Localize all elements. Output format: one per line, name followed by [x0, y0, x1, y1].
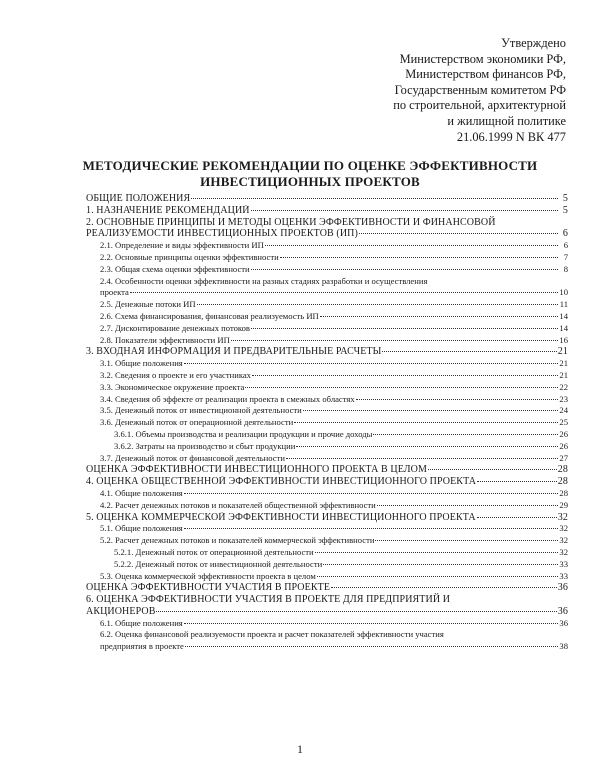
toc-leader-dots [130, 292, 558, 293]
toc-page-number: 36 [557, 582, 568, 594]
approval-line: Министерством экономики РФ, [399, 51, 566, 66]
toc-page-number: 28 [557, 464, 568, 476]
toc-page-number: 21 [557, 346, 568, 358]
toc-page-number: 16 [559, 334, 568, 345]
toc-leader-dots [373, 434, 558, 435]
toc-entry[interactable] [86, 559, 568, 571]
toc-entry[interactable] [86, 346, 568, 358]
toc-entry-title: 5.2.2. Денежный поток от инвестиционной деятельности [114, 558, 323, 569]
toc-entry[interactable] [86, 217, 568, 241]
toc-leader-dots [320, 316, 558, 317]
toc-leader-dots [184, 363, 558, 364]
toc-page-number: 33 [559, 558, 568, 569]
toc-entry-title: 6. ОЦЕНКА ЭФФЕКТИВНОСТИ УЧАСТИЯ В ПРОЕКТЕ ДЛЯ ПРЕДПРИЯТИЙ И [86, 594, 451, 606]
toc-entry[interactable] [86, 299, 568, 311]
approval-line: Государственным комитетом РФ [394, 82, 566, 97]
toc-page-number: 38 [559, 641, 568, 652]
toc-entry[interactable] [86, 382, 568, 394]
toc-page-number: 29 [559, 499, 568, 510]
approval-line: и жилищной политике [447, 113, 566, 128]
toc-page-number: 5 [562, 204, 568, 216]
toc-entry[interactable] [86, 476, 568, 488]
toc-leader-dots [185, 646, 558, 647]
toc-entry-title: 6.1. Общие положения [100, 617, 183, 628]
toc-page-number: 21 [559, 358, 568, 369]
toc-entry-title: 3.7. Денежный поток от финансовой деятельности [100, 452, 285, 463]
toc-leader-dots [296, 446, 558, 447]
toc-entry-title: 1. НАЗНАЧЕНИЕ РЕКОМЕНДАЦИЙ [86, 204, 250, 216]
toc-entry[interactable] [86, 571, 568, 583]
toc-entry-title-continuation: проекта [100, 287, 129, 298]
toc-page-number: 22 [559, 381, 568, 392]
toc-entry-title: 2.3. Общая схема оценки эффективности [100, 263, 250, 274]
approval-block [393, 36, 566, 145]
toc-entry[interactable] [86, 240, 568, 252]
approval-line: Министерством финансов РФ, [405, 67, 566, 82]
toc-leader-dots [359, 233, 558, 234]
toc-entry[interactable] [86, 323, 568, 335]
toc-page-number: 24 [559, 405, 568, 416]
toc-entry[interactable] [86, 582, 568, 594]
toc-entry[interactable] [86, 193, 568, 205]
toc-entry[interactable] [86, 429, 568, 441]
toc-entry-title: 3.6.2. Затраты на производство и сбыт продукции [114, 440, 296, 451]
toc-entry-title: 4.1. Общие положения [100, 487, 183, 498]
toc-entry-title: 2.8. Показатели эффективности ИП [100, 334, 230, 345]
toc-page-number: 10 [559, 287, 568, 298]
toc-entry[interactable] [86, 335, 568, 347]
toc-entry-title: 3.4. Сведения об эффекте от реализации проекта в смежных областях [100, 393, 355, 404]
toc-entry-title: 3.6.1. Объемы производства и реализации продукции и прочие доходы [114, 428, 373, 439]
toc-leader-dots [323, 564, 558, 565]
toc-page-number: 36 [559, 617, 568, 628]
document-title [60, 158, 560, 190]
toc-leader-dots [252, 375, 558, 376]
approval-line: по строительной, архитектурной [393, 98, 566, 113]
toc-entry-title: 2.6. Схема финансирования, финансовая реализуемость ИП [100, 310, 319, 321]
toc-entry-title: 2.5. Денежные потоки ИП [100, 299, 196, 310]
toc-entry[interactable] [86, 535, 568, 547]
toc-page-number: 28 [559, 487, 568, 498]
toc-page-number: 26 [559, 428, 568, 439]
toc-page-number: 32 [559, 546, 568, 557]
toc-entry-title: 3.2. Сведения о проекте и его участниках [100, 369, 251, 380]
toc-leader-dots [375, 540, 558, 541]
toc-entry-title-continuation: предприятия в проекте [100, 641, 184, 652]
toc-entry-title: 3.6. Денежный поток от операционной деятельности [100, 417, 294, 428]
toc-entry-title: ОБЩИЕ ПОЛОЖЕНИЯ [86, 193, 191, 204]
toc-entry[interactable] [86, 441, 568, 453]
toc-entry[interactable] [86, 488, 568, 500]
toc-entry[interactable] [86, 394, 568, 406]
toc-entry[interactable] [86, 629, 568, 653]
toc-page-number: 25 [559, 417, 568, 428]
table-of-contents [86, 193, 568, 653]
toc-entry[interactable] [86, 405, 568, 417]
toc-leader-dots [428, 469, 557, 470]
toc-entry-title: 5.1. Общие положения [100, 523, 183, 534]
toc-page-number: 28 [557, 476, 568, 488]
toc-page-number: 14 [559, 322, 568, 333]
toc-entry-title: 4. ОЦЕНКА ОБЩЕСТВЕННОЙ ЭФФЕКТИВНОСТИ ИНВЕСТИЦИОННОГО ПРОЕКТА [86, 476, 477, 488]
toc-leader-dots [477, 517, 557, 518]
toc-entry[interactable] [86, 512, 568, 524]
toc-entry-title: 2. ОСНОВНЫЕ ПРИНЦИПЫ И МЕТОДЫ ОЦЕНКИ ЭФФЕКТИВНОСТИ И ФИНАНСОВОЙ [86, 216, 496, 228]
toc-leader-dots [184, 493, 558, 494]
toc-entry[interactable] [86, 370, 568, 382]
toc-entry-title-continuation: АКЦИОНЕРОВ [86, 605, 156, 617]
toc-page-number: 26 [559, 440, 568, 451]
toc-page-number: 7 [563, 251, 568, 262]
toc-entry[interactable] [86, 264, 568, 276]
toc-entry-title: 2.2. Основные принципы оценки эффективности [100, 251, 279, 262]
toc-leader-dots [251, 210, 558, 211]
toc-leader-dots [294, 422, 558, 423]
toc-leader-dots [265, 245, 558, 246]
toc-leader-dots [280, 257, 558, 258]
toc-leader-dots [184, 528, 558, 529]
approval-line: 21.06.1999 N ВК 477 [456, 129, 566, 144]
toc-leader-dots [286, 458, 558, 459]
toc-entry-title: 2.1. Определение и виды эффективности ИП [100, 240, 264, 251]
title-line: МЕТОДИЧЕСКИЕ РЕКОМЕНДАЦИИ ПО ОЦЕНКЕ ЭФФЕКТИВНОСТИ [82, 158, 538, 173]
toc-entry[interactable] [86, 252, 568, 264]
toc-entry-title: ОЦЕНКА ЭФФЕКТИВНОСТИ УЧАСТИЯ В ПРОЕКТЕ [86, 582, 331, 594]
toc-page-number: 33 [559, 570, 568, 581]
toc-leader-dots [331, 587, 557, 588]
toc-leader-dots [245, 387, 558, 388]
toc-entry-title: 5.3. Оценка коммерческой эффективности проекта в целом [100, 570, 316, 581]
toc-page-number: 14 [559, 310, 568, 321]
toc-entry[interactable] [86, 311, 568, 323]
toc-entry-title: 6.2. Оценка финансовой реализуемости проекта и расчет показателей эффективности участия [100, 629, 444, 640]
toc-entry[interactable] [86, 618, 568, 630]
toc-page-number: 36 [557, 605, 568, 617]
toc-leader-dots [303, 410, 558, 411]
toc-entry-title: 2.7. Дисконтирование денежных потоков [100, 322, 250, 333]
toc-entry[interactable] [86, 417, 568, 429]
toc-entry-title: 3.5. Денежный поток от инвестиционной деятельности [100, 405, 302, 416]
toc-entry[interactable] [86, 205, 568, 217]
toc-entry-title: 4.2. Расчет денежных потоков и показателей общественной эффективности [100, 499, 376, 510]
toc-page-number: 27 [559, 452, 568, 463]
toc-leader-dots [231, 340, 558, 341]
toc-leader-dots [191, 198, 558, 199]
toc-leader-dots [317, 576, 558, 577]
toc-page-number: 21 [559, 369, 568, 380]
toc-leader-dots [251, 269, 558, 270]
toc-page-number: 32 [559, 523, 568, 534]
toc-page-number: 6 [562, 228, 568, 240]
toc-page-number: 32 [557, 511, 568, 523]
toc-page-number: 11 [559, 299, 568, 310]
toc-leader-dots [382, 351, 556, 352]
toc-entry[interactable] [86, 547, 568, 559]
toc-entry-title: 2.4. Особенности оценки эффективности на разных стадиях разработки и осуществления [100, 275, 428, 286]
toc-page-number: 5 [562, 193, 568, 204]
toc-entry[interactable] [86, 276, 568, 300]
toc-leader-dots [156, 611, 556, 612]
toc-entry[interactable] [86, 358, 568, 370]
toc-page-number: 8 [563, 263, 568, 274]
title-line: ИНВЕСТИЦИОННЫХ ПРОЕКТОВ [200, 174, 420, 189]
toc-leader-dots [184, 623, 558, 624]
toc-page-number: 23 [559, 393, 568, 404]
toc-entry-title: 3. ВХОДНАЯ ИНФОРМАЦИЯ И ПРЕДВАРИТЕЛЬНЫЕ РАСЧЕТЫ [86, 346, 382, 358]
toc-entry-title: 3.1. Общие положения [100, 358, 183, 369]
toc-entry-title: 5. ОЦЕНКА КОММЕРЧЕСКОЙ ЭФФЕКТИВНОСТИ ИНВЕСТИЦИОННОГО ПРОЕКТА [86, 511, 476, 523]
toc-entry[interactable] [86, 453, 568, 465]
toc-leader-dots [377, 505, 558, 506]
approval-line: Утверждено [501, 36, 566, 50]
toc-page-number: 32 [559, 535, 568, 546]
toc-entry[interactable] [86, 523, 568, 535]
page-number: 1 [297, 742, 303, 756]
toc-entry[interactable] [86, 464, 568, 476]
toc-leader-dots [197, 304, 558, 305]
toc-entry-title: 3.3. Экономическое окружение проекта [100, 381, 245, 392]
toc-page-number: 6 [563, 240, 568, 251]
toc-leader-dots [356, 399, 558, 400]
toc-entry-title: ОЦЕНКА ЭФФЕКТИВНОСТИ ИНВЕСТИЦИОННОГО ПРОЕКТА В ЦЕЛОМ [86, 464, 427, 476]
toc-leader-dots [251, 328, 558, 329]
toc-leader-dots [477, 481, 557, 482]
toc-entry[interactable] [86, 594, 568, 618]
toc-entry[interactable] [86, 500, 568, 512]
toc-leader-dots [315, 552, 558, 553]
toc-entry-title: 5.2. Расчет денежных потоков и показателей коммерческой эффективности [100, 535, 375, 546]
toc-entry-title: 5.2.1. Денежный поток от операционной деятельности [114, 546, 314, 557]
toc-entry-title-continuation: РЕАЛИЗУЕМОСТИ ИНВЕСТИЦИОННЫХ ПРОЕКТОВ (ИП) [86, 228, 358, 240]
